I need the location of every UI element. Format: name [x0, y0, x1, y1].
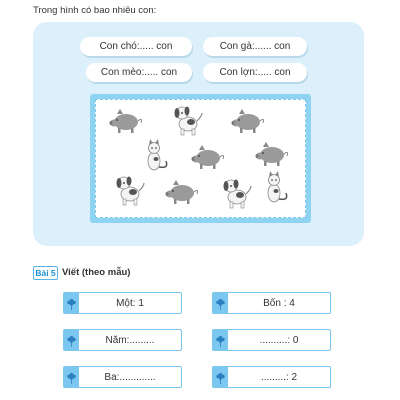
animals-picture-frame	[90, 94, 311, 223]
animals-illustration	[95, 99, 306, 218]
card-text: .........: 2	[260, 371, 298, 383]
cat-count-field[interactable]: Con mèo:..... con	[86, 63, 192, 82]
flower-icon	[213, 330, 228, 350]
exercise-number-badge: Bài 5	[33, 266, 58, 280]
write-card-1[interactable]	[63, 292, 182, 314]
flower-icon	[64, 293, 79, 313]
card-text: ..........: 0	[259, 334, 299, 346]
card-text: Năm:.........	[105, 334, 155, 346]
dog-count-field[interactable]: Con chó:..... con	[80, 37, 192, 56]
write-card-6[interactable]	[212, 366, 331, 388]
animals-drawing	[96, 100, 305, 217]
chicken-count-field[interactable]: Con gà:...... con	[203, 37, 307, 56]
write-card-5[interactable]	[63, 366, 182, 388]
write-card-3[interactable]	[63, 329, 182, 351]
card-text: Một: 1	[116, 297, 144, 309]
flower-icon	[64, 330, 79, 350]
write-card-4[interactable]	[212, 329, 331, 351]
write-card-2[interactable]	[212, 292, 331, 314]
card-text: Ba:.............	[104, 371, 156, 383]
flower-icon	[213, 367, 228, 387]
question-text: Trong hình có bao nhiêu con:	[33, 5, 157, 16]
exercise-title: Viết (theo mẫu)	[62, 267, 131, 278]
flower-icon	[213, 293, 228, 313]
flower-icon	[64, 367, 79, 387]
card-text: Bốn : 4	[263, 297, 295, 309]
pig-count-field[interactable]: Con lợn:..... con	[203, 63, 307, 82]
